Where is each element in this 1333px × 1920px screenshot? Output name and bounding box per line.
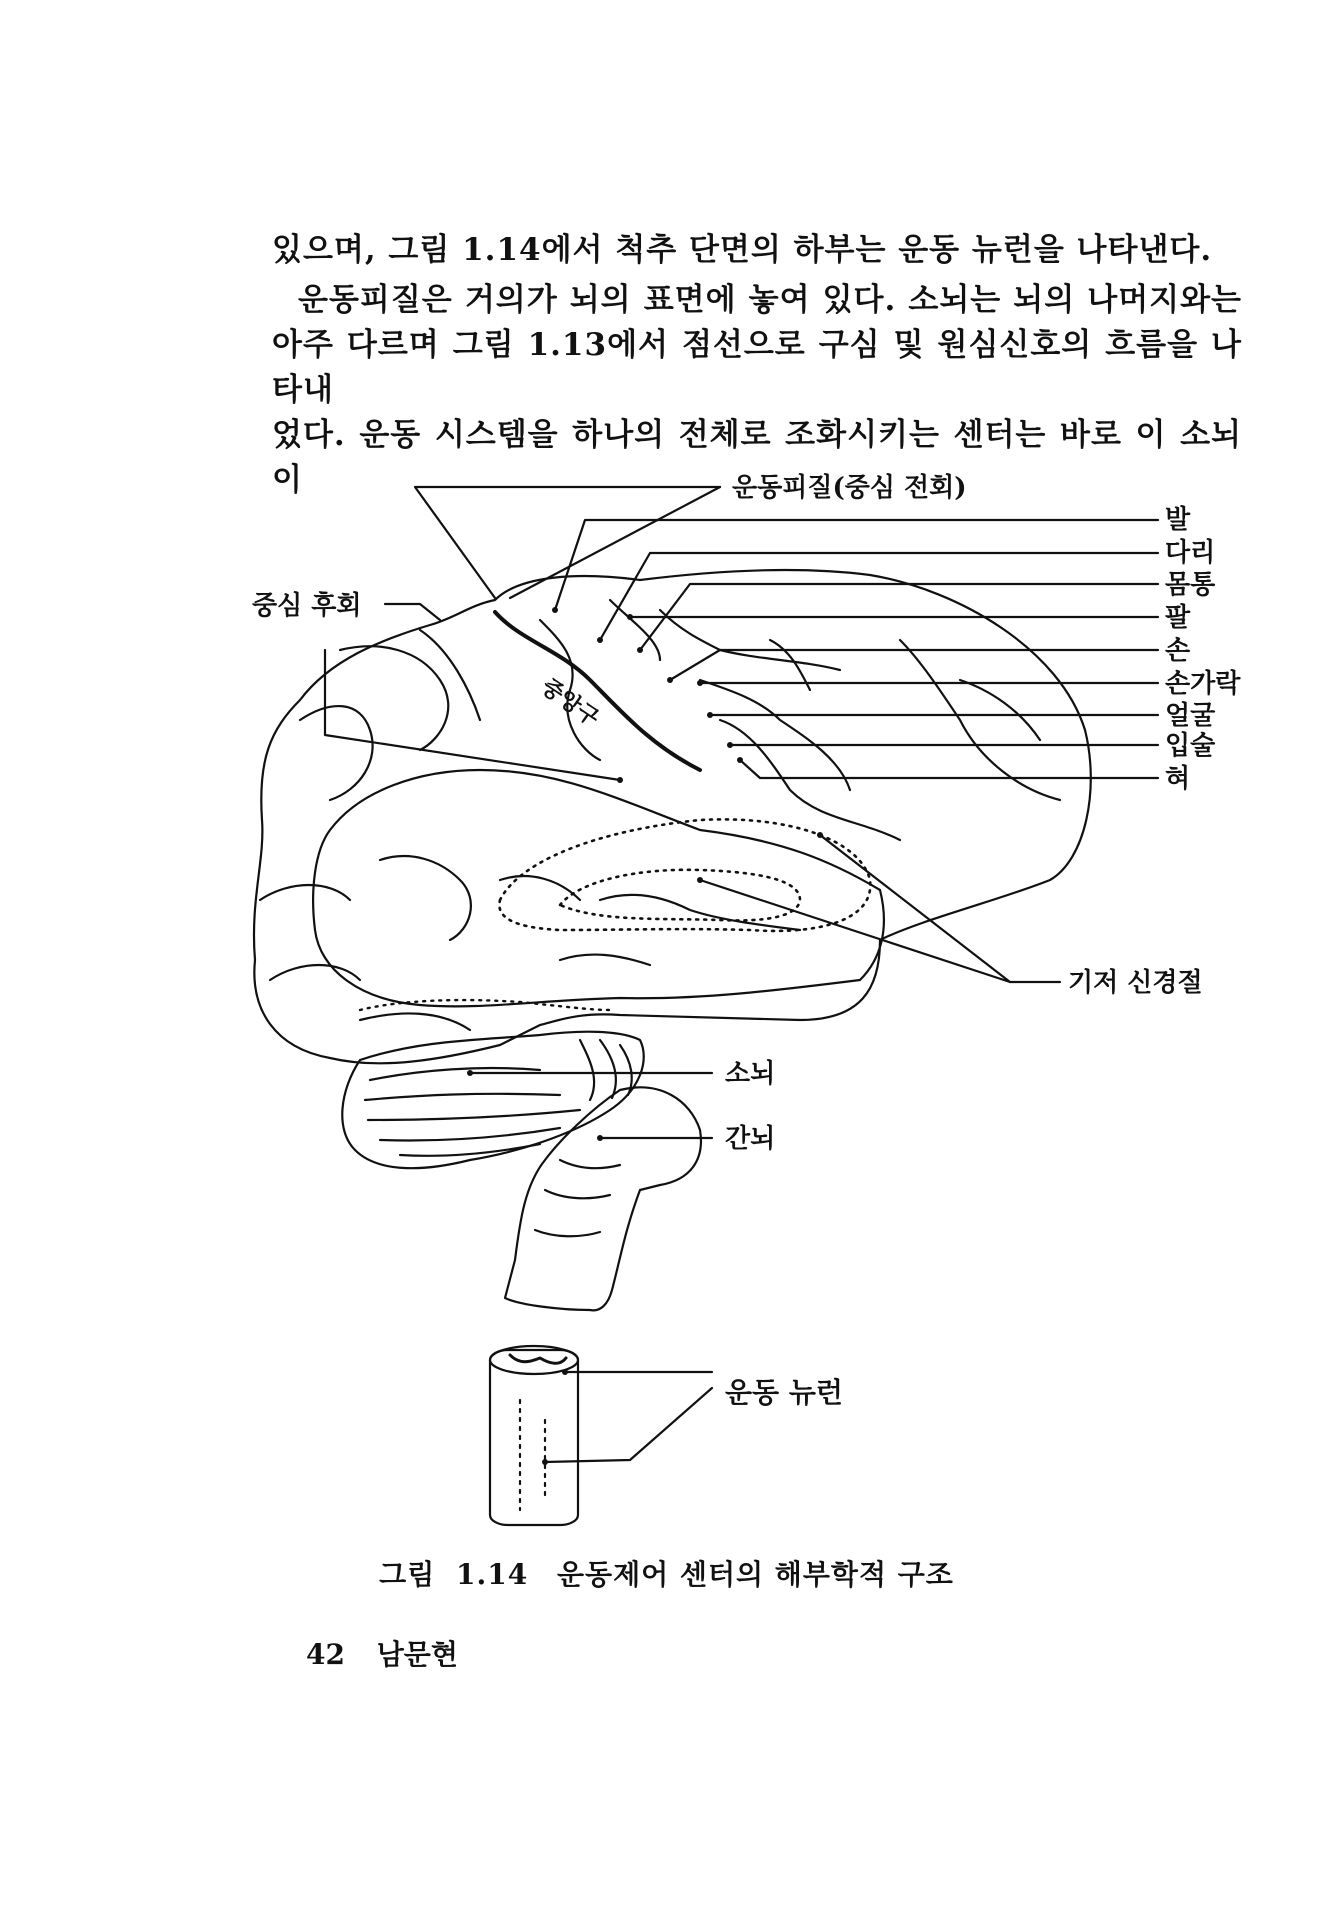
- label-cerebellum: 소뇌: [725, 1059, 776, 1089]
- label-basal-ganglia: 기저 신경절: [1068, 968, 1203, 998]
- cerebellum-outline: [342, 1032, 643, 1168]
- label-brainstem: 간뇌: [725, 1124, 776, 1154]
- leader-postcentral: [385, 604, 440, 620]
- label-finger: 손가락: [1165, 669, 1241, 699]
- leader-foot: [555, 520, 1158, 610]
- label-central-sulcus: 중앙구: [536, 673, 604, 732]
- caption-title: 운동제어 센터의 해부학적 구조: [556, 1558, 954, 1591]
- label-motor-cortex: 운동피질(중심 전회): [732, 473, 967, 503]
- text-line: 운동피질은 거의가 뇌의 표면에 놓여 있다. 소뇌는 뇌의 나머지와는: [298, 282, 1242, 318]
- label-leg: 다리: [1165, 538, 1216, 568]
- text-line: 있으며, 그림 1.14에서 척추 단면의 하부는 운동 뉴런을 나타낸다.: [272, 232, 1213, 268]
- text-line: 아주 다르며 그림 1.13에서 점선으로 구심 및 원심신호의 흐름을 나타내: [272, 327, 1242, 408]
- footer-author: 남문현: [376, 1638, 458, 1671]
- brainstem-outline: [505, 1087, 701, 1310]
- leader-tongue: [740, 760, 1158, 778]
- label-lips: 입술: [1165, 731, 1216, 761]
- label-tongue: 혀: [1165, 764, 1191, 794]
- basal-ganglia-dotted: [499, 819, 870, 931]
- page-footer: [306, 1633, 458, 1673]
- central-sulcus-line: [495, 612, 700, 770]
- label-trunk: 몸통: [1165, 570, 1216, 600]
- caption-prefix: 그림: [379, 1558, 436, 1591]
- spinal-cord-segment: [490, 1350, 578, 1525]
- label-face: 얼굴: [1165, 701, 1216, 731]
- label-foot: 발: [1165, 505, 1191, 535]
- caption-number: 1.14: [456, 1558, 529, 1591]
- temporal-lobe-outline: [313, 770, 884, 1006]
- cerebrum-outline: [254, 570, 1091, 1063]
- figure-caption: [0, 1553, 1333, 1593]
- label-postcentral-gyrus: 중심 후회: [252, 591, 362, 621]
- text-line: 었다. 운동 시스템을 하나의 전체로 조화시키는 센터는 바로 이 소뇌이: [272, 417, 1242, 498]
- leader-motor-cortex: [415, 487, 720, 598]
- label-motor-neuron: 운동 뉴런: [725, 1376, 843, 1409]
- leader-leg: [600, 553, 1158, 640]
- label-hand: 손: [1165, 636, 1191, 666]
- label-arm: 팔: [1165, 603, 1191, 633]
- page-number: 42: [306, 1638, 345, 1671]
